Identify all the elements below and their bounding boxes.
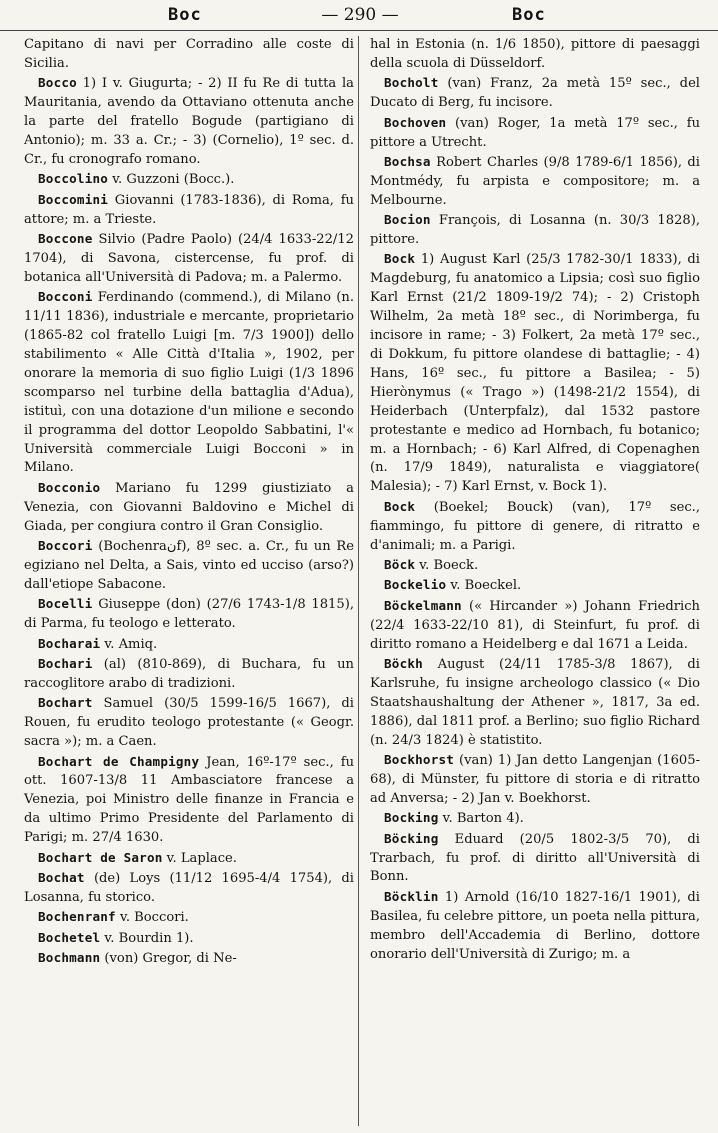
entry-headword: Bocco: [38, 75, 77, 91]
entry-text: (Boekel; Bouck) (van), 17º sec., fiammingo, fu pittore di genere, di ritratto e d'animali; m. a Parigi.: [370, 499, 700, 553]
entry-headword: Bochetel: [38, 929, 101, 945]
dictionary-entry: [24, 753, 354, 849]
dictionary-entry: [24, 595, 354, 634]
right-column: [370, 36, 700, 965]
entry-text: v. Amiq.: [100, 636, 158, 652]
entry-headword: Bockhorst: [384, 752, 455, 768]
dictionary-entry: [24, 230, 354, 288]
entry-text: 1) I v. Giugurta; - 2) II fu Re di tutta la Mauritania, avendo da Ottaviano ottenuta anche la parte del fratello Bogude (partigiano di Antonio); m. 33 a. Cr.; - 3) (Cornelio), 1º sec. d. Cr., fu cronografo romano.: [24, 76, 354, 167]
entry-text: François, di Losanna (n. 30/3 1828), pittore.: [370, 213, 700, 248]
entry-text: Ferdinando (commend.), di Milano (n. 11/11 1836), industriale e mercante, proprietario (1865-82 col fratello Luigi [m. 7/3 1900]) dello stabilimento « Alle Città d'Italia », 1902, per onorare la memoria di suo figlio Luigi (1/3 1896 scomparso nel turbine della battaglia d'Adua), istituì, con una dotazione d'un milione e secondo il programma del dottor Leopoldo Sabbatini, l'« Università commerciale Luigi Bocconi » in Milano.: [24, 290, 354, 476]
entry-text: (Bochenraنf), 8º sec. a. Cr., fu un Re egiziano nel Delta, a Sais, vinto ed ucciso (arso?) dall'etiope Sabacone.: [24, 539, 354, 592]
entry-headword: Bochsa: [384, 153, 431, 169]
entry-text: Samuel (30/5 1599-16/5 1667), di Rouen, fu erudito teologo protestante (« Geogr. sacra »); m. a Caen.: [24, 696, 354, 750]
dictionary-entry: [24, 694, 354, 752]
entry-headword: Bocharai: [38, 635, 101, 651]
entry-headword: Bochari: [38, 656, 93, 671]
entry-headword: Boccori: [38, 538, 93, 554]
dictionary-entry: [24, 869, 354, 908]
dictionary-entry: [370, 809, 700, 829]
entry-text: v. Boeck.: [415, 557, 479, 573]
dictionary-entry: [24, 949, 354, 969]
entry-text: v. Guzzoni (Bocc.).: [108, 172, 235, 188]
entry-text: v. Boccori.: [115, 910, 189, 926]
header-right-word: Boc: [512, 5, 546, 25]
entry-text: v. Bourdin 1).: [100, 930, 194, 946]
entry-headword: Bochart de Champigny: [38, 753, 200, 769]
dictionary-entry: [24, 635, 354, 655]
entry-text: Giovanni (1783-1836), di Roma, fu attore; m. a Trieste.: [24, 192, 354, 227]
entry-text: (al) (810-869), di Buchara, fu un raccoglitore arabo di tradizioni.: [24, 657, 354, 691]
entry-headword: Bochart: [38, 695, 93, 711]
dictionary-entry: [370, 751, 700, 809]
column-divider: [358, 36, 359, 1126]
entry-text: (van) 1) Jan detto Langenjan (1605-68), di Münster, fu pittore di storia e di ritratto ad Anversa; - 2) Jan v. Boekhorst.: [370, 753, 700, 806]
dictionary-entry: [370, 830, 700, 888]
page-number: — 290 —: [321, 5, 399, 25]
entry-text: Silvio (Padre Paolo) (24/4 1633-22/12 1704), di Savona, cistercense, fu prof. di botanica all'Università di Padova; m. a Palermo.: [24, 232, 354, 285]
dictionary-entry: [24, 537, 354, 595]
entry-headword: Boccolino: [38, 171, 109, 187]
dictionary-entry: [370, 597, 700, 655]
entry-headword: Böcklin: [384, 888, 439, 904]
entry-headword: Bock: [384, 498, 416, 514]
entry-text: v. Barton 4).: [438, 811, 524, 827]
entry-headword: Bocholt: [384, 75, 439, 91]
entry-text: Jean, 16º-17º sec., fu ott. 1607-13/8 11 Ambasciatore francese a Venezia, poi Ministro delle finanze in Francia e da ultimo Primo Presidente del Parlamento di Parigi; m. 27/4 1630.: [24, 754, 354, 846]
entry-text: Capitano di navi per Corradino alle coste di Sicilia.: [24, 37, 354, 71]
entry-headword: Bochenranf: [38, 909, 116, 925]
dictionary-entry: [370, 576, 700, 596]
entry-headword: Bochmann: [38, 950, 101, 966]
entry-text: Mariano fu 1299 giustiziato a Venezia, con Giovanni Baldovino e Michel di Giada, per congiura contro il Gran Consiglio.: [24, 480, 354, 534]
dictionary-entry: [370, 556, 700, 576]
entry-headword: Bochart de Saron: [38, 849, 163, 865]
entry-text: (von) Gregor, di Ne-: [100, 951, 237, 967]
dictionary-entry: [370, 114, 700, 153]
entry-text: Giuseppe (don) (27/6 1743-1/8 1815), di Parma, fu teologo e letterato.: [24, 597, 354, 632]
entry-headword: Bocelli: [38, 596, 93, 612]
entry-headword: Bocconio: [38, 479, 101, 495]
dictionary-entry: [370, 655, 700, 751]
entry-headword: Boccomini: [38, 191, 109, 207]
entry-headword: Bocking: [384, 810, 439, 826]
entry-text: v. Laplace.: [162, 850, 237, 866]
entry-headword: Bocconi: [38, 289, 93, 305]
entry-headword: Böckelmann: [384, 597, 462, 613]
dictionary-entry: [370, 36, 700, 74]
entry-text: 1) Arnold (16/10 1827-16/1 1901), di Basilea, fu celebre pittore, un poeta nella pittura, membro dell'Accademia di Berlino, dottore onorario dell'Università di Zurigo; m. a: [370, 889, 700, 962]
dictionary-entry: [24, 479, 354, 537]
dictionary-entry: [24, 849, 354, 869]
running-header: [0, 0, 718, 31]
dictionary-entry: [370, 250, 700, 497]
entry-text: Robert Charles (9/8 1789-6/1 1856), di Montmédy, fu arpista e compositore; m. a Melbourne.: [370, 154, 700, 208]
entry-text: August (24/11 1785-3/8 1867), di Karlsruhe, fu insigne archeologo classico (« Dio Staatshaushaltung der Athener », 1817, 3a ed. 1886), dal 1811 prof. a Berlino; suo figlio Richard (n. 24/3 1824) è statistito.: [370, 657, 700, 748]
entry-headword: Bockelio: [384, 577, 447, 593]
entry-text: (van) Franz, 2a metà 15º sec., del Ducato di Berg, fu incisore.: [370, 76, 700, 111]
dictionary-entry: [370, 498, 700, 556]
dictionary-entry: [24, 908, 354, 928]
entry-headword: Bocion: [384, 212, 431, 228]
dictionary-entry: [370, 153, 700, 211]
entry-text: (de) Loys (11/12 1695-4/4 1754), di Losanna, fu storico.: [24, 870, 354, 905]
dictionary-entry: [24, 36, 354, 74]
dictionary-entry: [24, 74, 354, 170]
entry-text: (« Hircander ») Johann Friedrich (22/4 1633-22/10 81), di Steinfurt, fu prof. di diritto romano a Heidelberg e dal 1671 a Leida.: [370, 598, 700, 652]
entry-headword: Boccone: [38, 231, 93, 247]
entry-text: (van) Roger, 1a metà 17º sec., fu pittore a Utrecht.: [370, 115, 700, 150]
entry-text: hal in Estonia (n. 1/6 1850), pittore di paesaggi della scuola di Düsseldorf.: [370, 37, 700, 71]
entry-headword: Böckh: [384, 656, 423, 671]
entry-headword: Bock: [384, 251, 416, 267]
dictionary-entry: [24, 288, 354, 478]
dictionary-entry: [370, 888, 700, 965]
left-column: [24, 36, 354, 970]
entry-text: Eduard (20/5 1802-3/5 70), di Trarbach, fu prof. di diritto all'Università di Bonn.: [370, 831, 700, 885]
dictionary-entry: [24, 655, 354, 694]
header-left-word: Boc: [168, 5, 202, 25]
entry-text: 1) August Karl (25/3 1782-30/1 1833), di Magdeburg, fu anatomico a Lipsia; così suo figlio Karl Ernst (21/2 1809-19/2 74); - 2) Cristoph Wilhelm, 2a metà 18º sec., di Norimberga, fu incisore in rame; - 3) Folkert, 2a metà 17º sec., di Dokkum, fu pittore olandese di battaglie; - 4) Hans, 16º sec., fu pittore a Basilea; - 5) Hierònymus (« Trago ») (1498-21/2 1554), di Heiderbach (Unterpfalz), dal 1532 pastore protestante e medico ad Hornbach, fu botanico; m. a Hornbach; - 6) Karl Alfred, di Copenaghen (n. 17/9 1849), naturalista e viaggiatore( Malesia); - 7) Karl Ernst, v. Bock 1).: [370, 252, 700, 495]
dictionary-entry: [370, 74, 700, 113]
entry-headword: Bochat: [38, 869, 85, 885]
entry-text: v. Boeckel.: [446, 578, 522, 594]
entry-headword: Bochoven: [384, 114, 447, 130]
entry-headword: Böck: [384, 556, 416, 572]
entry-headword: Böcking: [384, 830, 439, 846]
dictionary-entry: [24, 929, 354, 949]
dictionary-entry: [24, 170, 354, 190]
dictionary-entry: [370, 211, 700, 250]
dictionary-entry: [24, 191, 354, 230]
